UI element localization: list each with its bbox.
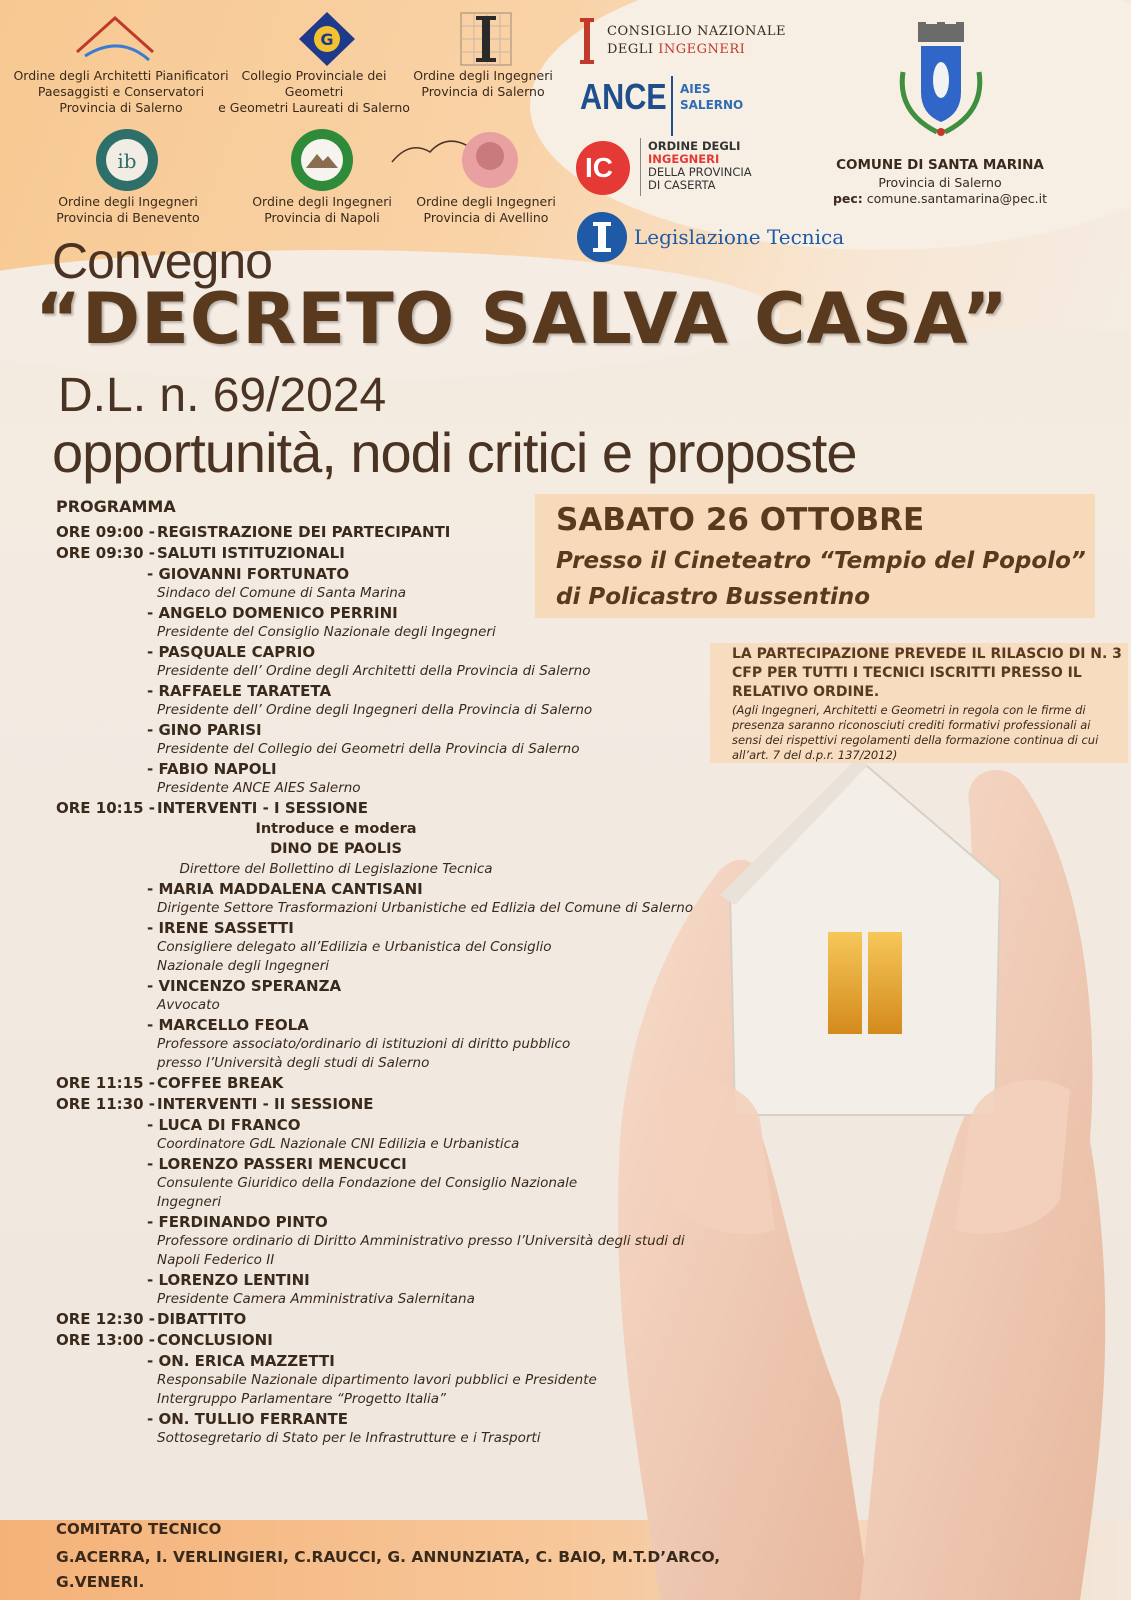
ingegneri-salerno-caption: Ordine degli Ingegneri Provincia di Salerno: [413, 68, 553, 99]
speaker-list: [56, 1115, 736, 1309]
speaker-list: [56, 879, 736, 1073]
speaker-name: - GIOVANNI FORTUNATO: [147, 565, 350, 583]
program-time: ORE 10:15 -: [56, 799, 155, 817]
geometri-caption: Collegio Provinciale dei Geometri e Geometri Laureati di Salerno: [218, 68, 410, 115]
program-row: [56, 522, 736, 543]
legislazione-tecnica-name: Legislazione Tecnica: [634, 225, 845, 249]
speaker-role: Presidente ANCE AIES Salerno: [157, 780, 361, 796]
speaker-role: Consigliere delegato all’Edilizia e Urbanistica del Consiglio Nazionale degli Ingegneri: [157, 939, 552, 974]
caserta-line2: INGEGNERI: [648, 152, 720, 166]
santa-marina-crest: [893, 22, 989, 142]
program-time: ORE 11:30 -: [56, 1095, 155, 1113]
speaker-list: [56, 1351, 736, 1448]
cni-name-line1: CONSIGLIO NAZIONALE: [607, 24, 786, 39]
ingegneri-avellino-logo: [390, 126, 530, 192]
caserta-line3: DELLA PROVINCIA: [648, 165, 752, 179]
program-label: COFFEE BREAK: [157, 1074, 284, 1092]
speaker-name: - VINCENZO SPERANZA: [147, 977, 342, 995]
comune-title: COMUNE DI SANTA MARINA: [836, 157, 1044, 173]
speaker-name: - IRENE SASSETTI: [147, 919, 294, 937]
comune-pec: [820, 191, 1060, 206]
speaker-role: Dirigente Settore Trasformazioni Urbanistiche ed Edlizia del Comune di Salerno: [157, 900, 694, 916]
speaker-role: Consulente Giuridico della Fondazione del Consiglio Nazionale Ingegneri: [157, 1175, 578, 1210]
speaker-role: Presidente Camera Amministrativa Salernitana: [157, 1291, 475, 1307]
program-time: ORE 09:30 -: [56, 544, 155, 562]
program-label: DIBATTITO: [157, 1310, 247, 1328]
ingegneri-avellino-caption: Ordine degli Ingegneri Provincia di Avellino: [416, 194, 556, 225]
speaker-name: - LORENZO LENTINI: [147, 1271, 310, 1289]
speaker-role: Presidente dell’ Ordine degli Ingegneri della Provincia di Salerno: [157, 702, 593, 718]
ance-divider: [671, 76, 673, 136]
speaker-role: Presidente dell’ Ordine degli Architetti della Provincia di Salerno: [157, 663, 591, 679]
speaker-name: - MARIA MADDALENA CANTISANI: [147, 880, 423, 898]
program-row: [56, 1330, 736, 1351]
speaker-role: Professore ordinario di Diritto Amministrativo presso l’Università degli studi di Napoli Federico II: [157, 1233, 685, 1268]
moderator-intro: Introduce e modera: [255, 821, 417, 837]
program-row: [56, 798, 736, 819]
svg-text:ib: ib: [117, 149, 137, 173]
program-label: CONCLUSIONI: [157, 1331, 273, 1349]
program-row: [56, 543, 736, 564]
svg-text:G: G: [320, 30, 334, 49]
speaker-role: Presidente del Consiglio Nazionale degli Ingegneri: [157, 624, 496, 640]
page-title: “DECRETO SALVA CASA”: [35, 278, 1009, 360]
speaker-name: - PASQUALE CAPRIO: [147, 643, 316, 661]
speaker-role: Sottosegretario di Stato per le Infrastrutture e i Trasporti: [157, 1430, 541, 1446]
convegno-label: Convegno: [52, 233, 272, 289]
program-label: REGISTRAZIONE DEI PARTECIPANTI: [157, 523, 451, 541]
event-location: di Policastro Bussentino: [556, 584, 871, 610]
legislazione-tecnica-logo: [576, 211, 628, 263]
moderator-role: Direttore del Bollettino di Legislazione Tecnica: [179, 861, 493, 877]
ingegneri-benevento-logo: [95, 128, 159, 192]
speaker-name: - RAFFAELE TARATETA: [147, 682, 332, 700]
speaker-name: - MARCELLO FEOLA: [147, 1016, 309, 1034]
geometri-logo: [297, 10, 357, 68]
cni-ingegneri: INGEGNERI: [658, 42, 746, 57]
speaker-role: Sindaco del Comune di Santa Marina: [157, 585, 407, 601]
program-row: [56, 1094, 736, 1115]
ingegneri-napoli-logo: [290, 128, 354, 192]
program-heading: PROGRAMMA: [56, 497, 176, 516]
moderator-name: DINO DE PAOLIS: [270, 841, 402, 857]
speaker-name: - ON. TULLIO FERRANTE: [147, 1410, 348, 1428]
caserta-divider: [640, 138, 641, 196]
speaker-name: - ON. ERICA MAZZETTI: [147, 1352, 335, 1370]
ingegneri-benevento-caption: Ordine degli Ingegneri Provincia di Benevento: [56, 194, 200, 225]
speaker-role: Professore associato/ordinario di istituzioni di diritto pubblico presso l’Università degli studi di Salerno: [157, 1036, 571, 1071]
architetti-logo: [75, 12, 155, 64]
program-list: [56, 522, 736, 1448]
speaker-name: - LORENZO PASSERI MENCUCCI: [147, 1155, 407, 1173]
speaker-role: Avvocato: [157, 997, 220, 1013]
pec-label: pec:: [832, 191, 863, 206]
program-row: [56, 1309, 736, 1330]
ingegneri-napoli-caption: Ordine degli Ingegneri Provincia di Napoli: [252, 194, 392, 225]
cfp-note: (Agli Ingegneri, Architetti e Geometri in regola con le firme di presenza saranno riconosciuti crediti formativi professionali ai sensi dei rispettivi regolamenti della formazione continua di cui all’art. 7 del d.p.r. 137/2012): [732, 703, 1099, 762]
committee-heading: COMITATO TECNICO: [56, 1520, 222, 1538]
pec-address: comune.santamarina@pec.it: [862, 191, 1048, 206]
speaker-role: Coordinatore GdL Nazionale CNI Edilizia e Urbanistica: [157, 1136, 520, 1152]
speaker-role: Presidente del Collegio dei Geometri della Provincia di Salerno: [157, 741, 580, 757]
program-label: INTERVENTI - I SESSIONE: [157, 799, 368, 817]
committee-names: G.ACERRA, I. VERLINGIERI, C.RAUCCI, G. ANNUNZIATA, C. BAIO, M.T.D’ARCO, G.VENERI.: [56, 1548, 721, 1591]
program-time: ORE 11:15 -: [56, 1074, 155, 1092]
program-row: [56, 1073, 736, 1094]
speaker-name: - GINO PARISI: [147, 721, 262, 739]
program-time: ORE 13:00 -: [56, 1331, 155, 1349]
speaker-name: - ANGELO DOMENICO PERRINI: [147, 604, 398, 622]
cni-name-line2: [607, 42, 745, 57]
caserta-line1: ORDINE DEGLI: [648, 139, 741, 153]
architetti-caption: Ordine degli Architetti Pianificatori Paesaggisti e Conservatori Provincia di Salerno: [13, 68, 229, 115]
program-label: INTERVENTI - II SESSIONE: [157, 1095, 374, 1113]
event-date: SABATO 26 OTTOBRE: [556, 502, 925, 538]
ic-logo-text: IC: [585, 152, 613, 183]
page-subtitle: opportunità, nodi critici e proposte: [52, 421, 857, 484]
event-venue: Presso il Cineteatro “Tempio del Popolo”: [556, 548, 1086, 574]
ingegneri-salerno-logo: [460, 12, 512, 66]
program-time: ORE 09:00 -: [56, 523, 155, 541]
speaker-name: - FABIO NAPOLI: [147, 760, 277, 778]
cfp-notice: LA PARTECIPAZIONE PREVEDE IL RILASCIO DI N. 3 CFP PER TUTTI I TECNICI ISCRITTI PRESSO IL RELATIVO ORDINE.: [732, 646, 1122, 700]
speaker-name: - FERDINANDO PINTO: [147, 1213, 328, 1231]
speaker-list: [56, 564, 736, 798]
caserta-line4: DI CASERTA: [648, 178, 716, 192]
speaker-role: Responsabile Nazionale dipartimento lavori pubblici e Presidente Intergruppo Parlamentare “Progetto Italia”: [157, 1372, 597, 1407]
comune-province: Provincia di Salerno: [878, 175, 1002, 190]
speaker-name: - LUCA DI FRANCO: [147, 1116, 301, 1134]
aies-salerno-label: SALERNO: [680, 98, 744, 112]
program-label: SALUTI ISTITUZIONALI: [157, 544, 345, 562]
cni-degli: DEGLI: [607, 42, 659, 57]
ance-logo: ANCE: [580, 76, 667, 117]
decree-number: D.L. n. 69/2024: [58, 369, 387, 422]
cni-logo-mark: [580, 18, 594, 64]
program-time: ORE 12:30 -: [56, 1310, 155, 1328]
aies-label: AIES: [680, 82, 711, 96]
